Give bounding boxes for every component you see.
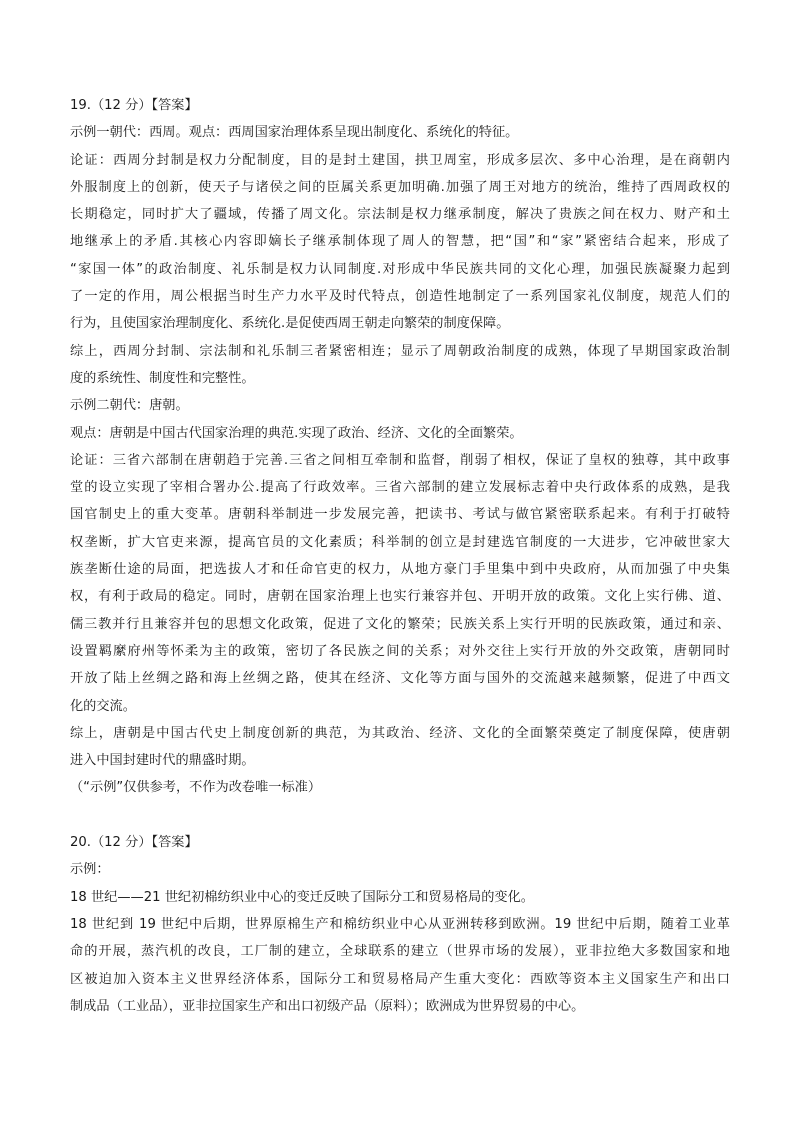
example-one-dynasty-viewpoint: 示例一朝代：西周。观点：西周国家治理体系呈现出制度化、系统化的特征。: [70, 125, 519, 141]
example-two-viewpoint: 观点：唐朝是中国古代国家治理的典范.实现了政治、经济、文化的全面繁荣。: [70, 425, 523, 441]
text-line: 制成品（工业品），亚非拉国家生产和出口初级产品（原料）；欧洲成为世界贸易的中心。: [70, 998, 585, 1014]
question-20-heading: 20.（12 分）【答案】: [70, 835, 198, 851]
text-line: 度的系统性、制度性和完整性。: [70, 370, 255, 386]
text-line: 设置羁縻府州等怀柔为主的政策，密切了各民族之间的关系；对外交往上实行开放的外交政策，唐朝同时: [70, 643, 730, 659]
text-line: 了一定的作用，周公根据当时生产力水平及时代特点，创造性地制定了一系列国家礼仪制度，规范人们的: [70, 289, 730, 305]
text-line: 权，有利于政局的稳定。同时，唐朝在国家治理上也实行兼容并包、开明开放的政策。文化上实行佛、道、: [70, 589, 730, 605]
text-line: 堂的设立实现了宰相合署办公.提高了行政效率。三省六部制的建立发展标志着中央行政体系的成熟，是我: [70, 480, 730, 496]
text-line: 论证：西周分封制是权力分配制度，目的是封土建国，拱卫周室，形成多层次、多中心治理，是在商朝内: [70, 152, 730, 168]
example-two-dynasty: 示例二朝代：唐朝。: [70, 398, 189, 414]
text-line: 论证：三省六部制在唐朝趋于完善.三省之间相互牵制和监督，削弱了相权，保证了皇权的独尊，其中政事: [70, 452, 730, 468]
text-line: 18 世纪——21 世纪初棉纺织业中心的变迁反映了国际分工和贸易格局的变化。: [70, 889, 534, 905]
text-line: 权垄断，扩大官吏来源，提高官员的文化素质；科举制的创立是封建选官制度的一大进步，它冲破世家大: [70, 534, 730, 550]
section-spacer: [70, 802, 730, 829]
text-line: 命的开展，蒸汽机的改良，工厂制的建立，全球联系的建立（世界市场的发展），亚非拉绝大多数国家和地: [70, 944, 730, 960]
text-line: 外服制度上的创新，使天子与诸侯之间的臣属关系更加明确.加强了周王对地方的统治，维持了西周政权的: [70, 179, 730, 195]
text-line: 族垄断仕途的局面，把选拔人才和任命官吏的权力，从地方豪门手里集中到中央政府，从而加强了中央集: [70, 562, 730, 578]
text-line: 地继承上的矛盾.其核心内容即嫡长子继承制体现了周人的智慧，把“国”和“家”紧密结合起来，形成了: [70, 234, 730, 250]
question-20-answer-section: [70, 829, 730, 1020]
text-line: 长期稳定，同时扩大了疆域，传播了周文化。宗法制是权力继承制度，解决了贵族之间在权力、财产和土: [70, 207, 730, 223]
text-line: 进入中国封建时代的鼎盛时期。: [70, 753, 255, 769]
text-line: 综上，唐朝是中国古代史上制度创新的典范，为其政治、经济、文化的全面繁荣奠定了制度保障，使唐朝: [70, 725, 730, 741]
text-line: 国官制史上的重大变革。唐朝科举制进一步发展完善，把读书、考试与做官紧密联系起来。有利于打破特: [70, 507, 730, 523]
text-line: “家国一体”的政治制度、礼乐制是权力认同制度.对形成中华民族共同的文化心理，加强民族凝聚力起到: [70, 261, 730, 277]
text-line: 区被迫加入资本主义世界经济体系，国际分工和贸易格局产生重大变化：西欧等资本主义国家生产和出口: [70, 971, 730, 987]
text-line: 行为，且使国家治理制度化、系统化.是促使西周王朝走向繁荣的制度保障。: [70, 316, 510, 332]
question-19-answer-section: [70, 92, 730, 802]
text-line: 化的交流。: [70, 698, 136, 714]
text-line: 18 世纪到 19 世纪中后期，世界原棉生产和棉纺织业中心从亚洲转移到欧洲。19 世纪中后期，随着工业革: [70, 916, 730, 932]
example-label: 示例：: [70, 862, 110, 878]
question-19-heading: 19.（12 分）【答案】: [70, 98, 198, 113]
text-line: 开放了陆上丝绸之路和海上丝绸之路，使其在经济、文化等方面与国外的交流越来越频繁，促进了中西文: [70, 671, 730, 687]
document-page: [70, 92, 730, 1020]
grading-note: （“示例”仅供参考，不作为改卷唯一标准）: [70, 780, 322, 796]
text-line: 儒三教并行且兼容并包的思想文化政策，促进了文化的繁荣；民族关系上实行开明的民族政策，通过和亲、: [70, 616, 730, 632]
text-line: 综上，西周分封制、宗法制和礼乐制三者紧密相连；显示了周朝政治制度的成熟，体现了早期国家政治制: [70, 343, 730, 359]
